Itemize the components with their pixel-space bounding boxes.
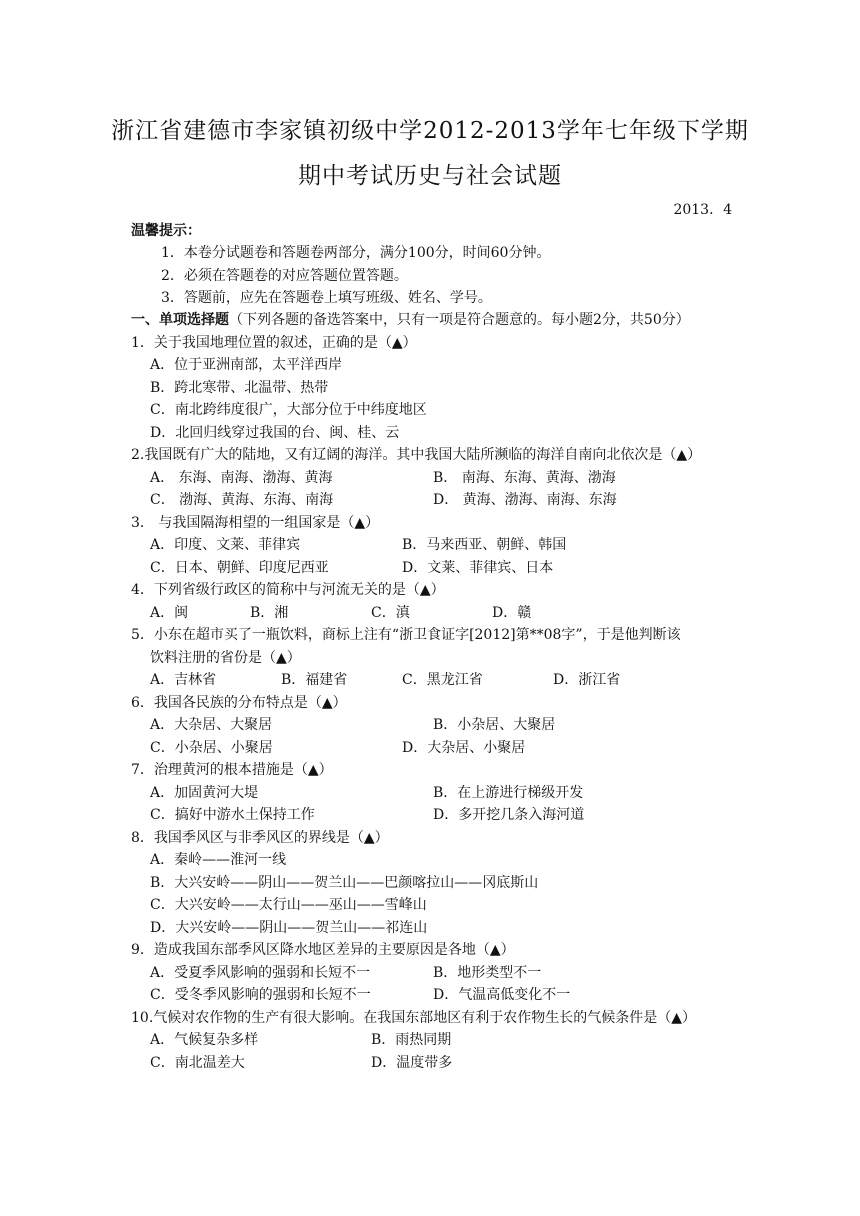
question-9-option-a: A．受夏季风影响的强弱和长短不一 [150, 965, 371, 981]
tip-item-3: 3．答题前，应先在答题卷上填写班级、姓名、学号。 [161, 290, 492, 306]
question-5-option-a: A．吉林省 [150, 672, 217, 688]
question-4-option-c: C．滇 [371, 605, 410, 621]
question-4-option-b: B．湘 [250, 605, 289, 621]
question-3-option-c: C．日本、朝鲜、印度尼西亚 [150, 560, 329, 576]
question-7-option-a: A．加固黄河大堤 [150, 785, 259, 801]
question-5-stem-continued: 饮料注册的省份是（▲） [150, 650, 301, 666]
question-6-option-b: B．小杂居、大聚居 [433, 717, 556, 733]
question-6-stem: 6．我国各民族的分布特点是（▲） [131, 695, 347, 711]
question-7-option-b: B．在上游进行梯级开发 [433, 785, 584, 801]
question-2-option-d: D． 黄海、渤海、南海、东海 [433, 492, 617, 508]
question-4-option-a: A．闽 [150, 605, 189, 621]
question-7-option-c: C．搞好中游水土保持工作 [150, 807, 315, 823]
question-9-option-c: C．受冬季风影响的强弱和长短不一 [150, 987, 371, 1003]
question-1-option-a: A．位于亚洲南部，太平洋西岸 [150, 357, 343, 373]
question-1-option-c: C．南北跨纬度很广，大部分位于中纬度地区 [150, 402, 427, 418]
question-8-option-c: C．大兴安岭——太行山——巫山——雪峰山 [150, 897, 427, 913]
question-3-option-a: A．印度、文莱、菲律宾 [150, 537, 301, 553]
exam-date: 2013．4 [673, 202, 732, 218]
question-3-option-d: D．文莱、菲律宾、日本 [402, 560, 554, 576]
question-6-option-c: C．小杂居、小聚居 [150, 740, 273, 756]
question-10-option-a: A．气候复杂多样 [150, 1032, 259, 1048]
section-heading-instructions: （下列各题的备选答案中，只有一项是符合题意的。每小题2分，共50分） [229, 312, 690, 328]
question-5-option-b: B．福建省 [281, 672, 348, 688]
document-title-line1: 浙江省建德市李家镇初级中学2012-2013学年七年级下学期 [111, 118, 749, 144]
question-2-option-c: C． 渤海、黄海、东海、南海 [150, 492, 334, 508]
question-9-option-b: B．地形类型不一 [433, 965, 542, 981]
question-8-stem: 8．我国季风区与非季风区的界线是（▲） [131, 830, 389, 846]
question-2-option-b: B． 南海、东海、黄海、渤海 [433, 470, 616, 486]
tip-item-2: 2．必须在答题卷的对应答题位置答题。 [161, 268, 408, 284]
question-9-option-d: D．气温高低变化不一 [433, 987, 571, 1003]
question-7-stem: 7．治理黄河的根本措施是（▲） [131, 762, 333, 778]
question-3-option-b: B．马来西亚、朝鲜、韩国 [402, 537, 567, 553]
question-7-option-d: D．多开挖几条入海河道 [433, 807, 585, 823]
question-3-stem: 3． 与我国隔海相望的一组国家是（▲） [131, 515, 380, 531]
section-heading [131, 310, 690, 330]
question-5-stem: 5．小东在超市买了一瓶饮料，商标上注有“浙卫食证字[2012]第**08字”，于是他判断该 [131, 627, 681, 643]
question-10-stem: 10.气候对农作物的生产有很大影响。在我国东部地区有利于农作物生长的气候条件是（▲） [131, 1010, 697, 1026]
question-10-option-c: C．南北温差大 [150, 1055, 245, 1071]
question-5-option-c: C．黑龙江省 [402, 672, 483, 688]
question-1-stem: 1．关于我国地理位置的叙述，正确的是（▲） [131, 335, 417, 351]
question-6-option-d: D．大杂居、小聚居 [402, 740, 526, 756]
question-2-stem: 2.我国既有广大的陆地，又有辽阔的海洋。其中我国大陆所濒临的海洋自南向北依次是（▲） [131, 447, 702, 463]
question-6-option-a: A．大杂居、大聚居 [150, 717, 273, 733]
question-8-option-d: D．大兴安岭——阴山——贺兰山——祁连山 [150, 920, 428, 936]
question-10-option-d: D．温度带多 [371, 1055, 453, 1071]
question-1-option-d: D．北回归线穿过我国的台、闽、桂、云 [150, 425, 400, 441]
question-5-option-d: D．浙江省 [553, 672, 621, 688]
question-8-option-a: A．秦岭——淮河一线 [150, 852, 287, 868]
question-1-option-b: B．跨北寒带、北温带、热带 [150, 380, 329, 396]
question-10-option-b: B．雨热同期 [371, 1032, 452, 1048]
question-9-stem: 9．造成我国东部季风区降水地区差异的主要原因是各地（▲） [131, 942, 515, 958]
question-8-option-b: B．大兴安岭——阴山——贺兰山——巴颜喀拉山——冈底斯山 [150, 875, 539, 891]
question-4-stem: 4．下列省级行政区的简称中与河流无关的是（▲） [131, 582, 445, 598]
section-heading-bold: 一、单项选择题 [131, 312, 229, 328]
document-title-line2: 期中考试历史与社会试题 [298, 163, 562, 189]
tips-label: 温馨提示： [131, 223, 201, 239]
question-2-option-a: A． 东海、南海、渤海、黄海 [150, 470, 333, 486]
question-4-option-d: D．赣 [492, 605, 532, 621]
tip-item-1: 1．本卷分试题卷和答题卷两部分，满分100分，时间60分钟。 [161, 245, 551, 261]
